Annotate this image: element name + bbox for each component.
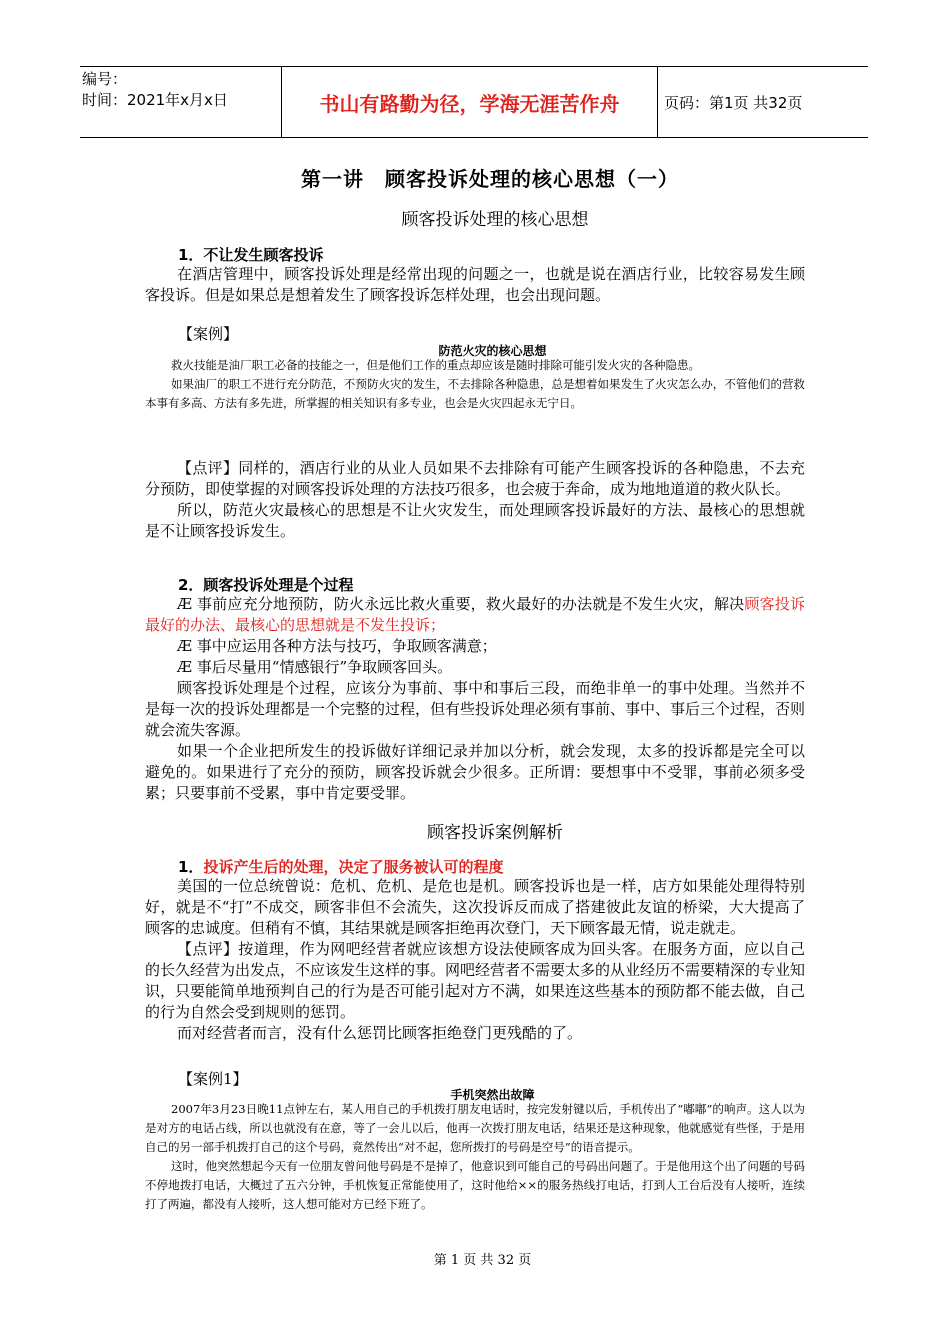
section-heading-core: 顾客投诉处理的核心思想 [401, 210, 589, 230]
process-paragraph-2: 如果一个企业把所发生的投诉做好详细记录并加以分析，就会发现，太多的投诉都是完全可以避免的。如果进行了充分的预防，顾客投诉就会少很多。正所谓：要想事中不受罪，事前必须多受累；只要事前不受累，事中肯定要受罪。 [145, 742, 805, 802]
header-table [80, 66, 868, 138]
point1-text: 在酒店管理中，顾客投诉处理是经常出现的问题之一，也就是说在酒店行业，比较容易发生顾客投诉。但是如果总是想着发生了顾客投诉怎样处理，也会出现问题。 [145, 265, 805, 304]
case-paragraph-2: 如果油厂的职工不进行充分防范，不预防火灾的发生，不去排除各种隐患，总是想着如果发生了火灾怎么办，不管他们的营救本事有多高、方法有多先进，所掌握的相关知识有多专业，也会是火灾四起永无宁日。 [145, 377, 805, 410]
bullet-1-highlight: 顾客投诉最好的办法、最核心的思想就是不发生投诉； [145, 595, 805, 634]
case-body [145, 356, 805, 413]
process-paragraph-1: 顾客投诉处理是个过程，应该分为事前、事中和事后三段，而绝非单一的事中处理。当然并不是每一次的投诉处理都是一个完整的过程，但有些投诉处理必须有事前、事中、事后三个过程，否则就会流失客源。 [145, 679, 806, 739]
bullet-2-text: 事中应运用各种方法与技巧，争取顾客满意； [196, 637, 497, 655]
case1-title: 手机突然出故障 [450, 1088, 535, 1102]
comment-paragraph: 【点评】同样的，酒店行业的从业人员如果不去排除有可能产生顾客投诉的各种隐患，不去充分预防，即使掌握的对顾客投诉处理的方法技巧很多，也会疲于奔命，成为地地道道的救火队长。 [145, 459, 805, 498]
bullet-mark: Æ [177, 658, 193, 676]
point1-title: 1．不让发生顾客投诉 [178, 246, 324, 264]
case-point1-title [178, 856, 503, 877]
page-footer: 第 1 页 共 32 页 [433, 1253, 532, 1268]
page-title: 第一讲 顾客投诉处理的核心思想（一） [301, 167, 679, 191]
process-block [145, 594, 805, 804]
header-meta-cell [80, 67, 282, 137]
case-analysis-block [145, 876, 805, 1044]
case1-paragraph-2: 这时，他突然想起今天有一位朋友曾问他号码是不是掉了，他意识到可能自己的号码出问题了。于是他用这个出了问题的号码不停地拨打电话，大概过了五六分钟，手机恢复正常能使用了，这时他给××的服务热线打电话，打到人工台后没有人接听，连续打了两遍，都没有人接听，这人想可能对方已经下班了。 [145, 1159, 805, 1211]
bullet-item-3 [145, 657, 805, 678]
point1-paragraph [145, 264, 805, 306]
case1-paragraph-1: 2007年3月23日晚11点钟左右，某人用自己的手机拨打朋友电话时，按完发射键以后，手机传出了“嘟嘟”的响声。这人以为是对方的电话占线，所以也就没有在意，等了一会儿以后，他再一次拨打朋友电话，结果还是这种现象，他就感觉有些怪，于是用自己的另一部手机拨打自己的这个号码，竟然传出“对不起，您所拨打的号码是空号”的语音提示。 [145, 1102, 805, 1154]
comment-block [145, 458, 805, 542]
case1-tag: 【案例1】 [178, 1070, 248, 1088]
case-paragraph-1: 救火技能是油厂职工必备的技能之一，但是他们工作的重点却应该是随时排除可能引发火灾的各种隐患。 [171, 358, 700, 372]
analysis-paragraph-1: 美国的一位总统曾说：危机、危机、是危也是机。顾客投诉也是一样，店方如果能处理得特别好，就是不“打”不成交，顾客非但不会流失，这次投诉反而成了搭建彼此友谊的桥梁，大大提高了顾客的忠诚度。但稍有不慎，其结果就是顾客拒绝再次登门，天下顾客最无情，说走就走。 [145, 877, 805, 937]
case-tag: 【案例】 [178, 325, 239, 343]
analysis-paragraph-3: 而对经营者而言，没有什么惩罚比顾客拒绝登门更残酷的了。 [177, 1024, 583, 1042]
analysis-paragraph-2: 【点评】按道理，作为网吧经营者就应该想方设法使顾客成为回头客。在服务方面，应以自己的长久经营为出发点，不应该发生这样的事。网吧经营者不需要太多的从业经历不需要精深的专业知识，只要能简单地预判自己的行为是否可能引起对方不满，如果连这些基本的预防都不能去做，自己的行为自然会受到规则的惩罚。 [145, 940, 806, 1021]
bullet-item-2 [145, 636, 805, 657]
bullet-mark: Æ [177, 637, 193, 655]
number-label: 编号： [82, 70, 128, 88]
conclusion-paragraph: 所以，防范火灾最核心的思想是不让火灾发生，而处理顾客投诉最好的方法、最核心的思想就是不让顾客投诉发生。 [145, 501, 805, 540]
case1-body [145, 1100, 805, 1214]
time-label: 时间：2021年x月x日 [82, 91, 228, 109]
bullet-mark: Æ [177, 595, 193, 613]
point2-title: 2．顾客投诉处理是个过程 [178, 576, 354, 594]
page-info: 页码：第1页 共32页 [664, 93, 803, 112]
case-point1-text: 投诉产生后的处理，决定了服务被认可的程度 [203, 858, 504, 876]
motto: 书山有路勤为径，学海无涯苦作舟 [282, 67, 658, 137]
bullet-item-1 [145, 594, 805, 636]
bullet-3-text: 事后尽量用“情感银行”争取顾客回头。 [196, 658, 453, 676]
section-heading-cases: 顾客投诉案例解析 [427, 823, 563, 843]
bullet-1-text: 事前应充分地预防，防火永远比救火重要，救火最好的办法就是不发生火灾，解决 [197, 595, 745, 613]
case-title: 防范火灾的核心思想 [438, 344, 547, 358]
case-point1-number: 1． [178, 858, 204, 876]
